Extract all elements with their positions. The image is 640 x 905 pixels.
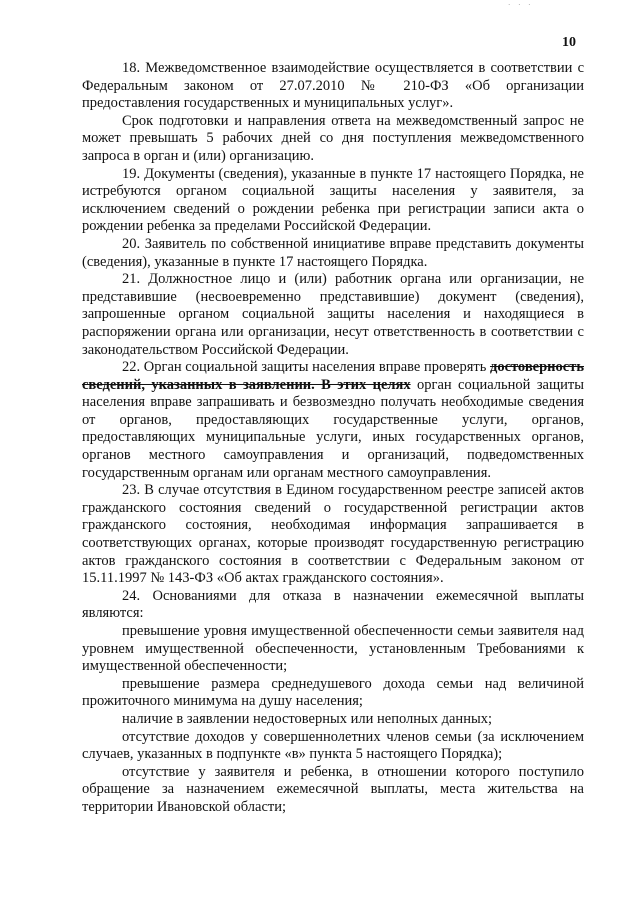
refusal-reason-4: отсутствие доходов у совершеннолетних членов семьи (за исключением случаев, указанных в подпункте «в» пункта 5 настоящего Порядка); xyxy=(82,728,584,763)
paragraph-18: 18. Межведомственное взаимодействие осуществляется в соответствии с Федеральным законом от 27.07.2010 № 210-ФЗ «Об организации предоставления государственных и муниципальных услуг». xyxy=(82,60,584,112)
refusal-reason-2: превышение размера среднедушевого дохода семьи над величиной прожиточного минимума на душу населения; xyxy=(82,675,584,710)
paragraph-20: 20. Заявитель по собственной инициативе вправе представить документы (сведения), указанные в пункте 17 настоящего Порядка. xyxy=(82,235,584,270)
refusal-reason-1: превышение уровня имущественной обеспеченности семьи заявителя над уровнем имущественной обеспеченности, установленным Требованиями к имущественной обеспеченности; xyxy=(82,623,584,675)
page-number: 10 xyxy=(562,35,576,50)
document-body xyxy=(82,60,584,817)
paragraph-22 xyxy=(82,359,584,482)
paragraph-21: 21. Должностное лицо и (или) работник органа или организации, не представившие (несвоевременно представившие) документ (сведения), запрошенные органом социальной защиты населения и находящиеся в распоряжении органа или организации, несут ответственность в соответствии с законодательством Российской Федерации. xyxy=(82,271,584,358)
paragraph-22-rest: орган социальной защиты населения вправе запрашивать и безвозмездно получать необходимые сведения от органов, предоставляющих государственные услуги, органов, предоставляющих муниципальные услуги, иных государственных органов, органов местного самоуправления и организаций, подведомственных государственным органам или органам местного самоуправления. xyxy=(82,376,584,481)
paragraph-18-deadline: Срок подготовки и направления ответа на межведомственный запрос не может превышать 5 рабочих дней со дня поступления межведомственного запроса в орган и (или) организацию. xyxy=(82,112,584,164)
paragraph-23: 23. В случае отсутствия в Едином государственном реестре записей актов гражданского состояния сведений о государственной регистрации актов гражданского состояния, необходимая информация запрашивается в соответствующих органах, которые производят государственную регистрацию актов гражданского состояния в соответствии с Федеральным законом от 15.11.1997 № 143-ФЗ «Об актах гражданского состояния». xyxy=(82,482,584,587)
refusal-reason-5: отсутствие у заявителя и ребенка, в отношении которого поступило обращение за назначением ежемесячной выплаты, места жительства на территории Ивановской области; xyxy=(82,763,584,815)
paragraph-22-start: 22. Орган социальной защиты населения вправе проверять xyxy=(122,359,490,376)
refusal-reason-3: наличие в заявлении недостоверных или неполных данных; xyxy=(122,710,492,727)
paragraph-19: 19. Документы (сведения), указанные в пункте 17 настоящего Порядка, не истребуются органом социальной защиты населения у заявителя, за исключением сведений о рождении ребенка при регистрации записи акта о рождении ребенка за пределами Российской Федерации. xyxy=(82,165,584,235)
paragraph-24-intro: 24. Основаниями для отказа в назначении ежемесячной выплаты являются: xyxy=(82,587,584,622)
scan-artifact: · · · xyxy=(508,1,534,9)
struck-text: достоверность сведений, указанных в заявлении. В этих целях xyxy=(82,359,584,393)
